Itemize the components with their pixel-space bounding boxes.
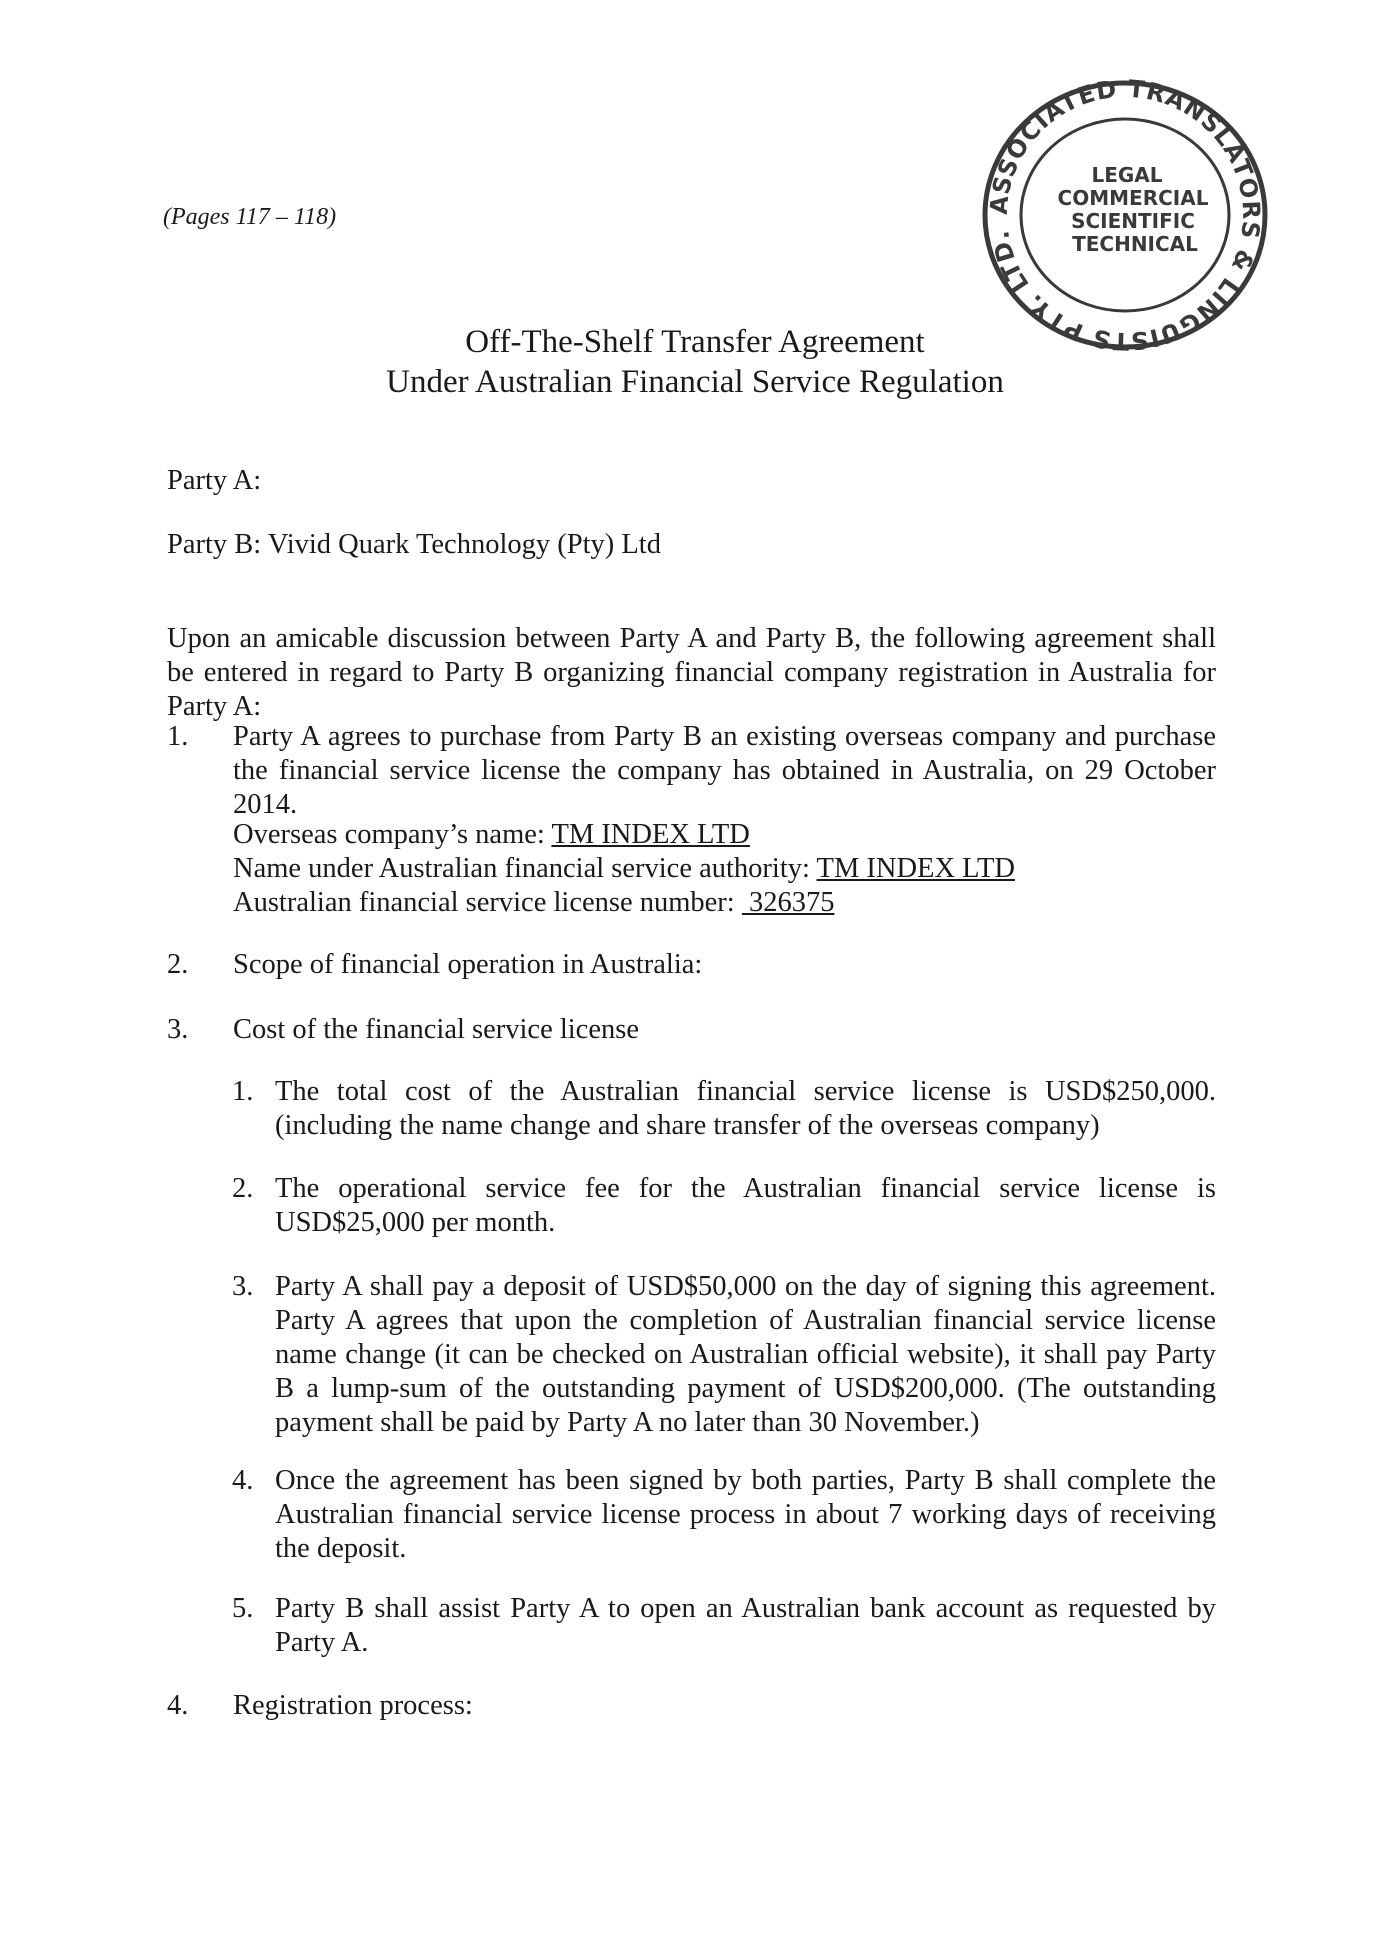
authority-name-label: Name under Australian financial service authority:: [233, 853, 817, 884]
item-2-text: Scope of financial operation in Australia:: [233, 949, 703, 980]
title-line-2: Under Australian Financial Service Regulation: [386, 364, 1004, 400]
seal-graphic: [975, 70, 1275, 360]
item-4-number: 4.: [167, 1690, 189, 1721]
license-number-line: [233, 886, 1216, 920]
license-number-value: 326375: [741, 887, 835, 918]
license-number-label: Australian financial service license number:: [233, 887, 742, 918]
title-line-1: Off-The-Shelf Transfer Agreement: [465, 324, 925, 360]
item-1-details: [233, 818, 1216, 920]
authority-name-value: TM INDEX LTD: [816, 853, 1015, 884]
party-b-label: Party B: Vivid Quark Technology (Pty) Ltd: [167, 529, 661, 560]
subitem-3-1-number: 1.: [232, 1076, 254, 1107]
subitem-3-3-text: Party A shall pay a deposit of USD$50,000 on the day of signing this agreement. Party A agrees that upon the completion of Australian financial service license name change (it can be checked on Australian official website), it shall pay Party B a lump-sum of the outstanding payment of USD$200,000. (The outstanding payment shall be paid by Party A no later than 30 November.): [275, 1271, 1216, 1438]
subitem-3-5-number: 5.: [232, 1593, 254, 1624]
seal-ring-text: ASSOCIATED TRANSLATORS & LINGUISTS PTY. LTD.: [984, 74, 1266, 356]
subitem-3-2-text: The operational service fee for the Australian financial service license is USD$25,000 per month.: [275, 1173, 1216, 1238]
seal-line-commercial: COMMERCIAL: [1057, 186, 1209, 210]
subitem-3-4-number: 4.: [232, 1465, 254, 1496]
item-3-number: 3.: [167, 1014, 189, 1045]
pages-reference: (Pages 117 – 118): [163, 204, 337, 230]
item-1-text: Party A agrees to purchase from Party B an existing overseas company and purchase the financial service license the company has obtained in Australia, on 29 October 2014.: [233, 721, 1216, 820]
translator-seal-stamp: [975, 70, 1275, 360]
item-1-number: 1.: [167, 721, 189, 752]
party-a-label: Party A:: [167, 465, 262, 496]
subitem-3-5-text: Party B shall assist Party A to open an Australian bank account as requested by Party A.: [275, 1593, 1216, 1658]
subitem-3-4-text: Once the agreement has been signed by both parties, Party B shall complete the Australian financial service license process in about 7 working days of receiving the deposit.: [275, 1465, 1216, 1564]
authority-name-line: [233, 852, 1216, 886]
overseas-name-line: [233, 818, 1216, 852]
overseas-name-label: Overseas company’s name:: [233, 819, 552, 850]
subitem-3-3-number: 3.: [232, 1271, 254, 1302]
seal-line-legal: LEGAL: [1091, 163, 1163, 187]
intro-paragraph: Upon an amicable discussion between Party A and Party B, the following agreement shall be entered in regard to Party B organizing financial company registration in Australia for Party A:: [167, 623, 1216, 722]
item-2-number: 2.: [167, 949, 189, 980]
overseas-name-value: TM INDEX LTD: [551, 819, 750, 850]
subitem-3-2-number: 2.: [232, 1173, 254, 1204]
subitem-3-1-text: The total cost of the Australian financial service license is USD$250,000. (including the name change and share transfer of the overseas company): [275, 1076, 1216, 1141]
seal-line-scientific: SCIENTIFIC: [1071, 209, 1195, 233]
item-4-text: Registration process:: [233, 1690, 473, 1721]
item-3-text: Cost of the financial service license: [233, 1014, 639, 1045]
document-title: [300, 322, 1090, 402]
seal-line-technical: TECHNICAL: [1072, 232, 1198, 256]
